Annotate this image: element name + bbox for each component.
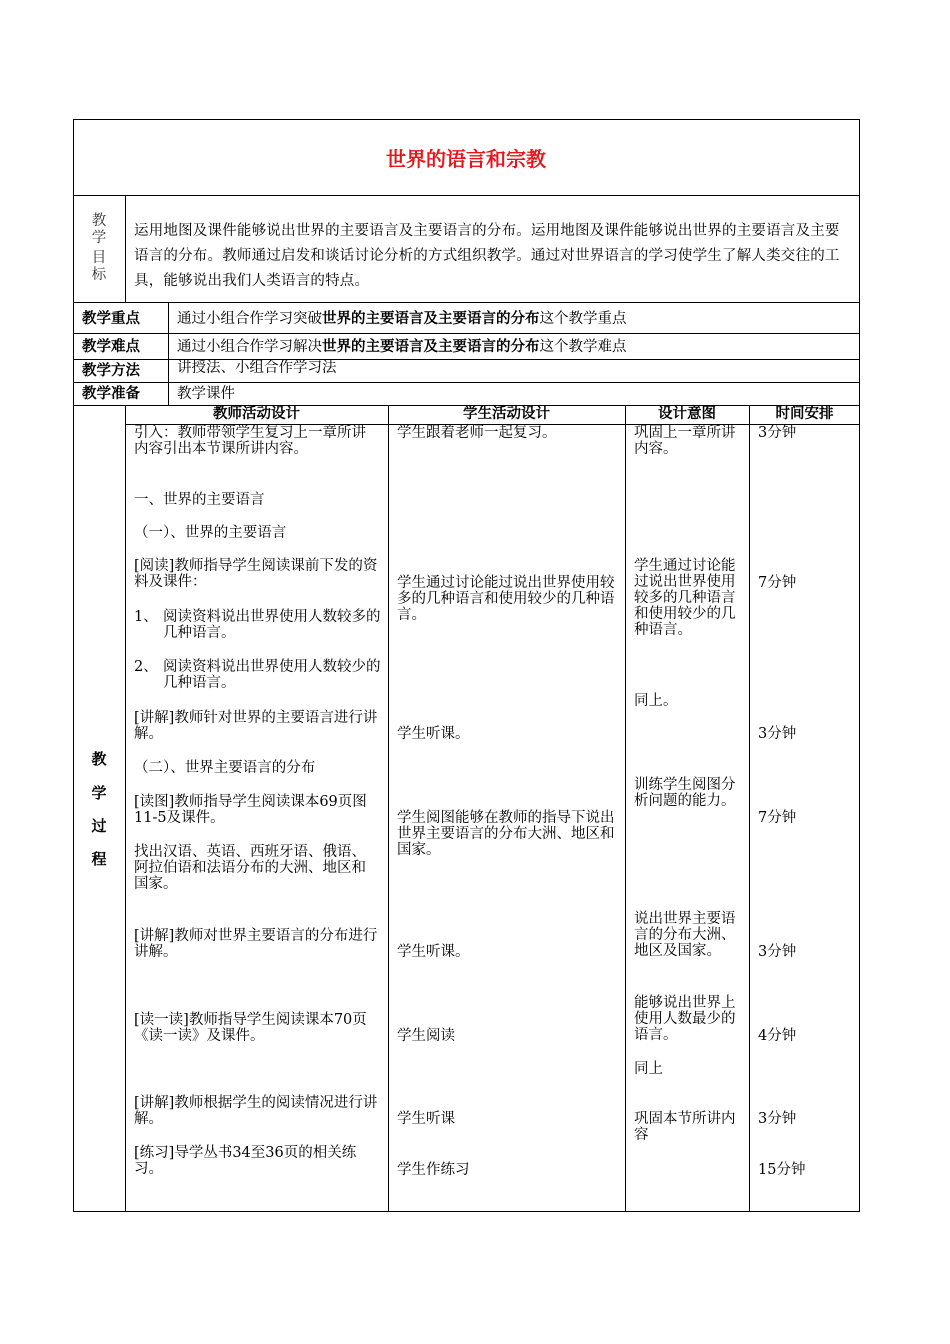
focus-suffix: 这个教学重点 (539, 311, 627, 327)
teacher-step-explain-3: [讲解]教师根据学生的阅读情况进行讲解。 (134, 1095, 378, 1127)
student-activity-2: 学生通过讨论能过说出世界使用较多的几种语言和使用较少的几种语言。 (397, 575, 615, 623)
rule-row-label (168, 302, 169, 405)
teacher-list-num-1: 1、 (134, 609, 158, 625)
intent-3: 同上。 (634, 693, 678, 709)
rule-col-time (749, 405, 750, 1212)
prep-text: 教学课件 (177, 386, 235, 402)
goal-label-1: 教 (91, 213, 107, 229)
teacher-section-1: 一、世界的主要语言 (134, 492, 265, 508)
rule-title-bottom (73, 195, 860, 196)
focus-bold: 世界的主要语言及主要语言的分布 (322, 310, 540, 327)
header-time: 时间安排 (775, 405, 834, 422)
method-text: 讲授法、小组合作学习法 (177, 360, 337, 376)
rule-process-label (125, 405, 126, 1212)
teacher-step-explain-2: [讲解]教师对世界主要语言的分布进行讲解。 (134, 928, 378, 960)
teacher-step-map: [读图]教师指导学生阅读课本69页图11-5及课件。 (134, 794, 367, 826)
difficulty-bold: 世界的主要语言及主要语言的分布 (322, 338, 540, 355)
student-activity-6: 学生阅读 (397, 1028, 455, 1044)
teacher-step-find: 找出汉语、英语、西班牙语、俄语、阿拉伯语和法语分布的大洲、地区和国家。 (134, 844, 366, 892)
difficulty-label: 教学难点 (82, 338, 140, 355)
rule-col-student (388, 405, 389, 1212)
intent-2: 学生通过讨论能过说出世界使用较多的几种语言和使用较少的几种语言。 (634, 558, 736, 638)
intent-4: 训练学生阅图分析问题的能力。 (634, 777, 736, 809)
teacher-step-intro: 引入：教师带领学生复习上一章所讲内容引出本节课所讲内容。 (134, 425, 366, 457)
time-6: 4分钟 (758, 1028, 797, 1044)
time-3: 3分钟 (758, 726, 797, 742)
prep-label: 教学准备 (82, 385, 140, 402)
page-title: 世界的语言和宗教 (386, 147, 546, 171)
focus-prefix: 通过小组合作学习突破 (177, 311, 322, 327)
time-8: 15分钟 (758, 1162, 806, 1178)
teacher-step-read: [阅读]教师指导学生阅读课前下发的资料及课件： (134, 558, 378, 590)
student-activity-1: 学生跟着老师一起复习。 (397, 425, 557, 441)
student-activity-7: 学生听课 (397, 1111, 455, 1127)
rule-method-bottom (73, 382, 860, 383)
intent-8: 巩固本节所讲内容 (634, 1111, 736, 1143)
focus-label: 教学重点 (82, 310, 140, 327)
time-1: 3分钟 (758, 425, 797, 441)
student-activity-4: 学生阅图能够在教师的指导下说出世界主要语言的分布大洲、地区和国家。 (397, 810, 615, 858)
process-label-4: 程 (91, 850, 107, 868)
time-4: 7分钟 (758, 810, 797, 826)
teacher-subsection-1: （一）、世界的主要语言 (134, 525, 287, 541)
teacher-list-item-1: 阅读资料说出世界使用人数较多的几种语言。 (163, 609, 381, 641)
difficulty-text (177, 339, 627, 355)
process-label-3: 过 (91, 817, 107, 835)
student-activity-8: 学生作练习 (397, 1162, 470, 1178)
intent-5: 说出世界主要语言的分布大洲、地区及国家。 (634, 911, 736, 959)
process-label-1: 教 (91, 750, 107, 768)
intent-7: 同上 (634, 1061, 663, 1077)
teacher-subsection-2: （二）、世界主要语言的分布 (134, 760, 316, 776)
rule-goal-label (125, 195, 126, 302)
student-activity-3: 学生听课。 (397, 726, 470, 742)
method-label: 教学方法 (82, 362, 140, 379)
goal-label-3: 目 (91, 250, 107, 266)
teacher-step-explain-1: [讲解]教师针对世界的主要语言进行讲解。 (134, 710, 378, 742)
intent-1: 巩固上一章所讲内容。 (634, 425, 736, 457)
teacher-step-read-more: [读一读]教师指导学生阅读课本70页《读一读》及课件。 (134, 1012, 367, 1044)
goal-text: 运用地图及课件能够说出世界的主要语言及主要语言的分布。运用地图及课件能够说出世界的主要语言及主要语言的分布。教师通过启发和谈话讨论分析的方式组织教学。通过对世界语言的学习使学生了解人类交往的工具，能够说出我们人类语言的特点。 (134, 223, 840, 289)
difficulty-prefix: 通过小组合作学习解决 (177, 339, 322, 355)
intent-6: 能够说出世界上使用人数最少的语言。 (634, 995, 736, 1043)
rule-focus-bottom (73, 333, 860, 334)
teacher-step-practice: [练习]导学丛书34至36页的相关练习。 (134, 1145, 357, 1177)
rule-col-intent (625, 405, 626, 1212)
focus-text (177, 311, 627, 327)
goal-label-2: 学 (91, 230, 107, 246)
header-intent: 设计意图 (658, 405, 716, 422)
rule-goal-bottom (73, 302, 860, 303)
time-2: 7分钟 (758, 575, 797, 591)
teacher-list-item-2: 阅读资料说出世界使用人数较少的几种语言。 (163, 659, 381, 691)
goal-label-4: 标 (91, 267, 107, 283)
student-activity-5: 学生听课。 (397, 944, 470, 960)
time-5: 3分钟 (758, 944, 797, 960)
process-label-2: 学 (91, 784, 107, 802)
difficulty-suffix: 这个教学难点 (539, 339, 627, 355)
header-student: 学生活动设计 (463, 405, 550, 422)
time-7: 3分钟 (758, 1111, 797, 1127)
header-teacher: 教师活动设计 (213, 405, 300, 422)
teacher-list-num-2: 2、 (134, 659, 158, 675)
